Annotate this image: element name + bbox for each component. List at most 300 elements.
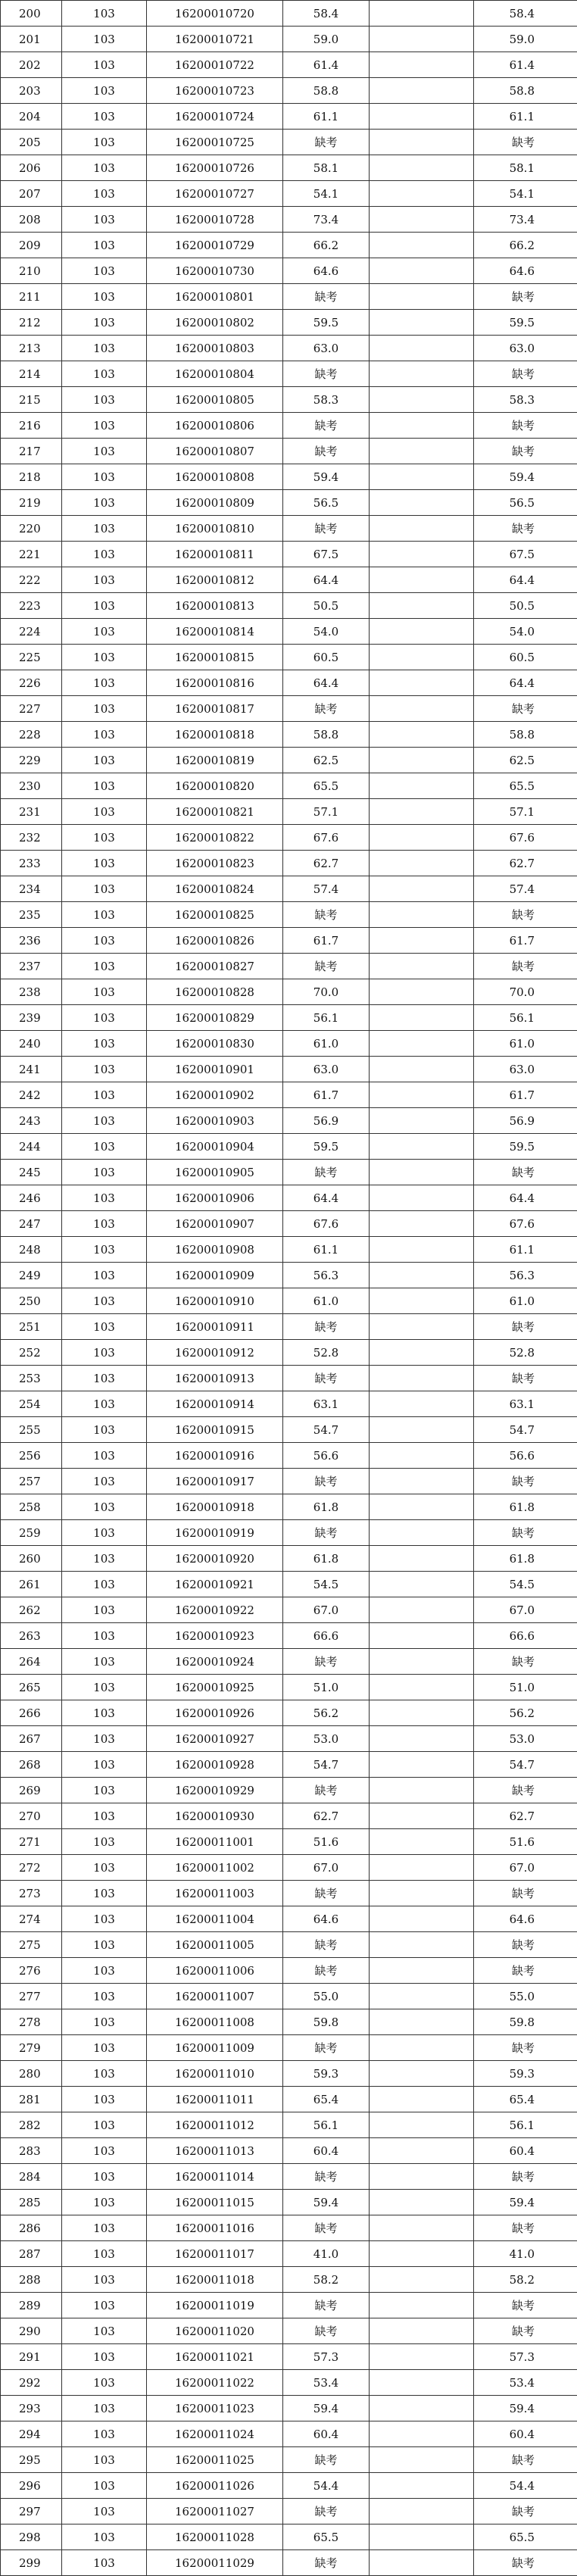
row-number-cell: 217 xyxy=(1,439,62,464)
exam-room-cell: 103 xyxy=(62,1443,147,1469)
row-number-cell: 259 xyxy=(1,1520,62,1546)
ticket-number-cell: 16200011029 xyxy=(147,2550,283,2576)
exam-room-cell: 103 xyxy=(62,1417,147,1443)
ticket-number-cell: 16200010723 xyxy=(147,78,283,104)
ticket-number-cell: 16200010803 xyxy=(147,336,283,361)
ticket-number-cell: 16200010720 xyxy=(147,1,283,27)
total-score-cell: 54.4 xyxy=(474,2473,577,2499)
exam-room-cell: 103 xyxy=(62,1005,147,1031)
table-row xyxy=(1,2344,577,2370)
row-number-cell: 261 xyxy=(1,1572,62,1597)
interview-score-cell xyxy=(370,2215,474,2241)
exam-room-cell: 103 xyxy=(62,619,147,645)
table-row xyxy=(1,593,577,619)
table-row xyxy=(1,902,577,928)
row-number-cell: 275 xyxy=(1,1932,62,1958)
row-number-cell: 227 xyxy=(1,696,62,722)
ticket-number-cell: 16200010818 xyxy=(147,722,283,748)
table-row xyxy=(1,1675,577,1700)
row-number-cell: 288 xyxy=(1,2267,62,2293)
table-row xyxy=(1,1597,577,1623)
row-number-cell: 297 xyxy=(1,2499,62,2524)
interview-score-cell xyxy=(370,233,474,258)
written-score-cell: 缺考 xyxy=(283,2293,370,2318)
table-row xyxy=(1,2524,577,2550)
interview-score-cell xyxy=(370,1700,474,1726)
total-score-cell: 61.8 xyxy=(474,1546,577,1572)
row-number-cell: 278 xyxy=(1,2009,62,2035)
table-row xyxy=(1,1855,577,1881)
interview-score-cell xyxy=(370,1855,474,1881)
table-row xyxy=(1,2318,577,2344)
exam-room-cell: 103 xyxy=(62,748,147,773)
table-row xyxy=(1,2215,577,2241)
row-number-cell: 222 xyxy=(1,567,62,593)
total-score-cell: 59.4 xyxy=(474,464,577,490)
interview-score-cell xyxy=(370,1366,474,1391)
ticket-number-cell: 16200010826 xyxy=(147,928,283,954)
total-score-cell: 缺考 xyxy=(474,361,577,387)
written-score-cell: 缺考 xyxy=(283,2447,370,2473)
total-score-cell: 缺考 xyxy=(474,1520,577,1546)
table-row xyxy=(1,439,577,464)
written-score-cell: 64.4 xyxy=(283,670,370,696)
table-row xyxy=(1,1340,577,1366)
written-score-cell: 缺考 xyxy=(283,696,370,722)
total-score-cell: 60.5 xyxy=(474,645,577,670)
exam-room-cell: 103 xyxy=(62,387,147,413)
row-number-cell: 279 xyxy=(1,2035,62,2061)
row-number-cell: 247 xyxy=(1,1211,62,1237)
row-number-cell: 276 xyxy=(1,1958,62,1984)
ticket-number-cell: 16200010721 xyxy=(147,27,283,52)
table-row xyxy=(1,336,577,361)
written-score-cell: 缺考 xyxy=(283,516,370,542)
exam-room-cell: 103 xyxy=(62,2164,147,2190)
row-number-cell: 241 xyxy=(1,1057,62,1082)
table-row xyxy=(1,2447,577,2473)
written-score-cell: 65.5 xyxy=(283,2524,370,2550)
total-score-cell: 62.5 xyxy=(474,748,577,773)
table-row xyxy=(1,1,577,27)
exam-room-cell: 103 xyxy=(62,1314,147,1340)
table-row xyxy=(1,1546,577,1572)
row-number-cell: 215 xyxy=(1,387,62,413)
ticket-number-cell: 16200010929 xyxy=(147,1778,283,1803)
written-score-cell: 54.7 xyxy=(283,1417,370,1443)
written-score-cell: 70.0 xyxy=(283,979,370,1005)
interview-score-cell xyxy=(370,2112,474,2138)
interview-score-cell xyxy=(370,1160,474,1185)
row-number-cell: 283 xyxy=(1,2138,62,2164)
table-row xyxy=(1,2499,577,2524)
row-number-cell: 287 xyxy=(1,2241,62,2267)
interview-score-cell xyxy=(370,1623,474,1649)
total-score-cell: 58.3 xyxy=(474,387,577,413)
total-score-cell: 缺考 xyxy=(474,1778,577,1803)
written-score-cell: 63.1 xyxy=(283,1391,370,1417)
total-score-cell: 63.1 xyxy=(474,1391,577,1417)
ticket-number-cell: 16200011005 xyxy=(147,1932,283,1958)
ticket-number-cell: 16200011004 xyxy=(147,1906,283,1932)
exam-room-cell: 103 xyxy=(62,2473,147,2499)
written-score-cell: 58.8 xyxy=(283,722,370,748)
table-row xyxy=(1,2112,577,2138)
table-row xyxy=(1,284,577,310)
ticket-number-cell: 16200010828 xyxy=(147,979,283,1005)
ticket-number-cell: 16200010913 xyxy=(147,1366,283,1391)
interview-score-cell xyxy=(370,1314,474,1340)
row-number-cell: 230 xyxy=(1,773,62,799)
row-number-cell: 272 xyxy=(1,1855,62,1881)
row-number-cell: 240 xyxy=(1,1031,62,1057)
written-score-cell: 61.7 xyxy=(283,928,370,954)
table-row xyxy=(1,1031,577,1057)
ticket-number-cell: 16200011006 xyxy=(147,1958,283,1984)
exam-room-cell: 103 xyxy=(62,78,147,104)
ticket-number-cell: 16200010730 xyxy=(147,258,283,284)
row-number-cell: 213 xyxy=(1,336,62,361)
written-score-cell: 缺考 xyxy=(283,1649,370,1675)
table-row xyxy=(1,1391,577,1417)
row-number-cell: 244 xyxy=(1,1134,62,1160)
table-row xyxy=(1,2241,577,2267)
written-score-cell: 缺考 xyxy=(283,284,370,310)
total-score-cell: 59.4 xyxy=(474,2190,577,2215)
total-score-cell: 50.5 xyxy=(474,593,577,619)
ticket-number-cell: 16200010728 xyxy=(147,207,283,233)
written-score-cell: 52.8 xyxy=(283,1340,370,1366)
exam-room-cell: 103 xyxy=(62,799,147,825)
exam-room-cell: 103 xyxy=(62,155,147,181)
ticket-number-cell: 16200011015 xyxy=(147,2190,283,2215)
row-number-cell: 205 xyxy=(1,130,62,155)
row-number-cell: 214 xyxy=(1,361,62,387)
row-number-cell: 248 xyxy=(1,1237,62,1263)
interview-score-cell xyxy=(370,361,474,387)
ticket-number-cell: 16200010808 xyxy=(147,464,283,490)
written-score-cell: 56.1 xyxy=(283,2112,370,2138)
written-score-cell: 缺考 xyxy=(283,1469,370,1494)
interview-score-cell xyxy=(370,258,474,284)
ticket-number-cell: 16200010722 xyxy=(147,52,283,78)
row-number-cell: 251 xyxy=(1,1314,62,1340)
row-number-cell: 201 xyxy=(1,27,62,52)
table-row xyxy=(1,567,577,593)
ticket-number-cell: 16200010909 xyxy=(147,1263,283,1288)
exam-room-cell: 103 xyxy=(62,1546,147,1572)
written-score-cell: 59.5 xyxy=(283,310,370,336)
written-score-cell: 59.4 xyxy=(283,2396,370,2421)
interview-score-cell xyxy=(370,645,474,670)
table-row xyxy=(1,748,577,773)
interview-score-cell xyxy=(370,928,474,954)
total-score-cell: 64.4 xyxy=(474,670,577,696)
interview-score-cell xyxy=(370,1417,474,1443)
total-score-cell: 缺考 xyxy=(474,2550,577,2576)
row-number-cell: 223 xyxy=(1,593,62,619)
exam-room-cell: 103 xyxy=(62,27,147,52)
row-number-cell: 289 xyxy=(1,2293,62,2318)
total-score-cell: 59.5 xyxy=(474,310,577,336)
written-score-cell: 缺考 xyxy=(283,1778,370,1803)
written-score-cell: 缺考 xyxy=(283,1881,370,1906)
total-score-cell: 53.0 xyxy=(474,1726,577,1752)
ticket-number-cell: 16200010822 xyxy=(147,825,283,851)
row-number-cell: 202 xyxy=(1,52,62,78)
total-score-cell: 67.5 xyxy=(474,542,577,567)
interview-score-cell xyxy=(370,2009,474,2035)
ticket-number-cell: 16200011018 xyxy=(147,2267,283,2293)
ticket-number-cell: 16200011003 xyxy=(147,1881,283,1906)
ticket-number-cell: 16200010725 xyxy=(147,130,283,155)
row-number-cell: 265 xyxy=(1,1675,62,1700)
exam-room-cell: 103 xyxy=(62,1494,147,1520)
row-number-cell: 277 xyxy=(1,1984,62,2009)
row-number-cell: 282 xyxy=(1,2112,62,2138)
exam-room-cell: 103 xyxy=(62,413,147,439)
ticket-number-cell: 16200010827 xyxy=(147,954,283,979)
total-score-cell: 61.0 xyxy=(474,1288,577,1314)
table-row xyxy=(1,1932,577,1958)
interview-score-cell xyxy=(370,2499,474,2524)
written-score-cell: 缺考 xyxy=(283,2164,370,2190)
written-score-cell: 66.6 xyxy=(283,1623,370,1649)
exam-room-cell: 103 xyxy=(62,542,147,567)
written-score-cell: 59.3 xyxy=(283,2061,370,2087)
table-row xyxy=(1,1881,577,1906)
interview-score-cell xyxy=(370,1108,474,1134)
exam-room-cell: 103 xyxy=(62,2396,147,2421)
row-number-cell: 234 xyxy=(1,876,62,902)
ticket-number-cell: 16200010924 xyxy=(147,1649,283,1675)
exam-room-cell: 103 xyxy=(62,825,147,851)
total-score-cell: 64.6 xyxy=(474,1906,577,1932)
table-row xyxy=(1,2087,577,2112)
interview-score-cell xyxy=(370,1211,474,1237)
ticket-number-cell: 16200011023 xyxy=(147,2396,283,2421)
table-row xyxy=(1,2138,577,2164)
interview-score-cell xyxy=(370,1263,474,1288)
row-number-cell: 208 xyxy=(1,207,62,233)
interview-score-cell xyxy=(370,1494,474,1520)
total-score-cell: 67.0 xyxy=(474,1597,577,1623)
total-score-cell: 67.6 xyxy=(474,825,577,851)
exam-room-cell: 103 xyxy=(62,696,147,722)
table-row xyxy=(1,2473,577,2499)
interview-score-cell xyxy=(370,104,474,130)
ticket-number-cell: 16200010817 xyxy=(147,696,283,722)
ticket-number-cell: 16200010819 xyxy=(147,748,283,773)
ticket-number-cell: 16200011026 xyxy=(147,2473,283,2499)
row-number-cell: 210 xyxy=(1,258,62,284)
row-number-cell: 266 xyxy=(1,1700,62,1726)
exam-room-cell: 103 xyxy=(62,1675,147,1700)
row-number-cell: 219 xyxy=(1,490,62,516)
table-row xyxy=(1,619,577,645)
exam-room-cell: 103 xyxy=(62,490,147,516)
interview-score-cell xyxy=(370,851,474,876)
ticket-number-cell: 16200010925 xyxy=(147,1675,283,1700)
exam-room-cell: 103 xyxy=(62,2009,147,2035)
exam-room-cell: 103 xyxy=(62,1803,147,1829)
ticket-number-cell: 16200011024 xyxy=(147,2421,283,2447)
exam-room-cell: 103 xyxy=(62,181,147,207)
interview-score-cell xyxy=(370,2138,474,2164)
row-number-cell: 238 xyxy=(1,979,62,1005)
total-score-cell: 缺考 xyxy=(474,954,577,979)
written-score-cell: 59.4 xyxy=(283,464,370,490)
ticket-number-cell: 16200011019 xyxy=(147,2293,283,2318)
table-row xyxy=(1,825,577,851)
exam-room-cell: 103 xyxy=(62,928,147,954)
table-row xyxy=(1,2293,577,2318)
row-number-cell: 232 xyxy=(1,825,62,851)
interview-score-cell xyxy=(370,2421,474,2447)
ticket-number-cell: 16200010830 xyxy=(147,1031,283,1057)
ticket-number-cell: 16200011002 xyxy=(147,1855,283,1881)
total-score-cell: 61.8 xyxy=(474,1494,577,1520)
exam-room-cell: 103 xyxy=(62,1932,147,1958)
exam-room-cell: 103 xyxy=(62,2293,147,2318)
row-number-cell: 224 xyxy=(1,619,62,645)
row-number-cell: 271 xyxy=(1,1829,62,1855)
written-score-cell: 61.4 xyxy=(283,52,370,78)
ticket-number-cell: 16200010910 xyxy=(147,1288,283,1314)
table-row xyxy=(1,207,577,233)
table-row xyxy=(1,1160,577,1185)
written-score-cell: 54.1 xyxy=(283,181,370,207)
ticket-number-cell: 16200010813 xyxy=(147,593,283,619)
written-score-cell: 67.6 xyxy=(283,825,370,851)
table-row xyxy=(1,851,577,876)
table-row xyxy=(1,1623,577,1649)
written-score-cell: 59.4 xyxy=(283,2190,370,2215)
ticket-number-cell: 16200011010 xyxy=(147,2061,283,2087)
interview-score-cell xyxy=(370,2344,474,2370)
total-score-cell: 56.9 xyxy=(474,1108,577,1134)
interview-score-cell xyxy=(370,1288,474,1314)
total-score-cell: 66.2 xyxy=(474,233,577,258)
table-row xyxy=(1,2190,577,2215)
written-score-cell: 73.4 xyxy=(283,207,370,233)
row-number-cell: 246 xyxy=(1,1185,62,1211)
exam-room-cell: 103 xyxy=(62,2318,147,2344)
interview-score-cell xyxy=(370,1031,474,1057)
exam-room-cell: 103 xyxy=(62,439,147,464)
row-number-cell: 220 xyxy=(1,516,62,542)
ticket-number-cell: 16200010825 xyxy=(147,902,283,928)
ticket-number-cell: 16200010810 xyxy=(147,516,283,542)
total-score-cell: 58.8 xyxy=(474,78,577,104)
written-score-cell: 缺考 xyxy=(283,1314,370,1340)
ticket-number-cell: 16200010926 xyxy=(147,1700,283,1726)
written-score-cell: 67.0 xyxy=(283,1855,370,1881)
written-score-cell: 缺考 xyxy=(283,2550,370,2576)
total-score-cell: 61.1 xyxy=(474,104,577,130)
exam-room-cell: 103 xyxy=(62,2550,147,2576)
exam-room-cell: 103 xyxy=(62,2447,147,2473)
total-score-cell: 54.0 xyxy=(474,619,577,645)
ticket-number-cell: 16200011027 xyxy=(147,2499,283,2524)
exam-room-cell: 103 xyxy=(62,284,147,310)
written-score-cell: 56.6 xyxy=(283,1443,370,1469)
written-score-cell: 缺考 xyxy=(283,1958,370,1984)
written-score-cell: 67.5 xyxy=(283,542,370,567)
row-number-cell: 254 xyxy=(1,1391,62,1417)
ticket-number-cell: 16200011001 xyxy=(147,1829,283,1855)
exam-room-cell: 103 xyxy=(62,1,147,27)
interview-score-cell xyxy=(370,748,474,773)
interview-score-cell xyxy=(370,2267,474,2293)
written-score-cell: 56.1 xyxy=(283,1005,370,1031)
interview-score-cell xyxy=(370,464,474,490)
total-score-cell: 51.6 xyxy=(474,1829,577,1855)
table-row xyxy=(1,310,577,336)
ticket-number-cell: 16200010821 xyxy=(147,799,283,825)
written-score-cell: 缺考 xyxy=(283,1160,370,1185)
written-score-cell: 缺考 xyxy=(283,2318,370,2344)
written-score-cell: 缺考 xyxy=(283,2035,370,2061)
written-score-cell: 58.8 xyxy=(283,78,370,104)
exam-room-cell: 103 xyxy=(62,2087,147,2112)
row-number-cell: 233 xyxy=(1,851,62,876)
total-score-cell: 缺考 xyxy=(474,413,577,439)
interview-score-cell xyxy=(370,2550,474,2576)
row-number-cell: 274 xyxy=(1,1906,62,1932)
row-number-cell: 263 xyxy=(1,1623,62,1649)
total-score-cell: 54.7 xyxy=(474,1752,577,1778)
total-score-cell: 61.7 xyxy=(474,928,577,954)
interview-score-cell xyxy=(370,130,474,155)
written-score-cell: 缺考 xyxy=(283,361,370,387)
ticket-number-cell: 16200010903 xyxy=(147,1108,283,1134)
total-score-cell: 缺考 xyxy=(474,2499,577,2524)
table-row xyxy=(1,130,577,155)
interview-score-cell xyxy=(370,1572,474,1597)
exam-room-cell: 103 xyxy=(62,851,147,876)
interview-score-cell xyxy=(370,413,474,439)
row-number-cell: 256 xyxy=(1,1443,62,1469)
ticket-number-cell: 16200011028 xyxy=(147,2524,283,2550)
row-number-cell: 225 xyxy=(1,645,62,670)
ticket-number-cell: 16200010727 xyxy=(147,181,283,207)
written-score-cell: 67.0 xyxy=(283,1597,370,1623)
table-row xyxy=(1,670,577,696)
written-score-cell: 64.4 xyxy=(283,567,370,593)
exam-room-cell: 103 xyxy=(62,1984,147,2009)
written-score-cell: 缺考 xyxy=(283,2215,370,2241)
total-score-cell: 缺考 xyxy=(474,2318,577,2344)
exam-room-cell: 103 xyxy=(62,645,147,670)
interview-score-cell xyxy=(370,1752,474,1778)
table-row xyxy=(1,155,577,181)
written-score-cell: 61.8 xyxy=(283,1494,370,1520)
written-score-cell: 57.4 xyxy=(283,876,370,902)
total-score-cell: 缺考 xyxy=(474,284,577,310)
table-row xyxy=(1,78,577,104)
table-row xyxy=(1,1237,577,1263)
row-number-cell: 237 xyxy=(1,954,62,979)
total-score-cell: 缺考 xyxy=(474,2215,577,2241)
written-score-cell: 58.2 xyxy=(283,2267,370,2293)
interview-score-cell xyxy=(370,1932,474,1958)
interview-score-cell xyxy=(370,1,474,27)
exam-room-cell: 103 xyxy=(62,1237,147,1263)
total-score-cell: 64.4 xyxy=(474,1185,577,1211)
interview-score-cell xyxy=(370,1649,474,1675)
row-number-cell: 269 xyxy=(1,1778,62,1803)
